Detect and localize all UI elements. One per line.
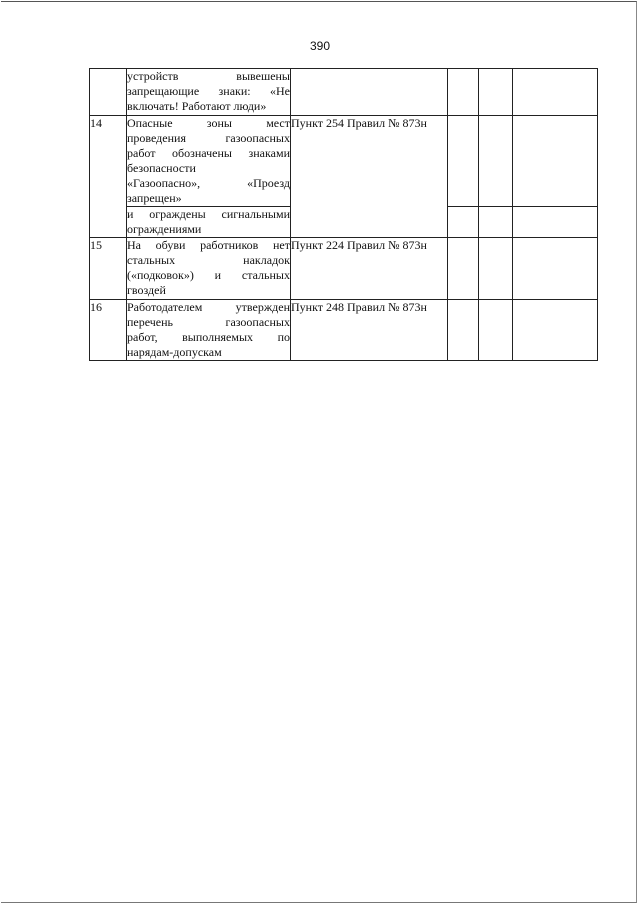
reference-cell: Пункт 248 Правил № 873н	[291, 300, 448, 361]
requirement-line: запрещающие знаки: «Не	[127, 84, 290, 98]
note-cell	[513, 300, 598, 361]
yes-cell	[448, 207, 479, 238]
yes-cell	[448, 116, 479, 207]
no-cell	[479, 116, 513, 207]
requirement-line: нарядам-допускам	[127, 345, 222, 359]
page-number: 390	[309, 39, 331, 53]
no-cell	[479, 207, 513, 238]
requirement-line: запрещен»	[127, 191, 182, 205]
checklist-table	[89, 68, 598, 361]
requirement-line: и ограждены сигнальными	[127, 207, 290, 221]
table-row	[90, 300, 598, 361]
requirement-cell	[127, 300, 291, 361]
requirement-line: «Газоопасно», «Проезд	[127, 176, 290, 190]
requirement-cell	[127, 207, 291, 238]
requirement-line: Работодателем утвержден	[127, 300, 290, 314]
row-number: 16	[90, 300, 127, 361]
requirement-cell	[127, 69, 291, 116]
row-number: 14	[90, 116, 127, 238]
table-row	[90, 238, 598, 300]
requirement-line: ограждениями	[127, 222, 202, 236]
requirement-cell	[127, 116, 291, 207]
reference-cell: Пункт 224 Правил № 873н	[291, 238, 448, 300]
reference-cell: Пункт 254 Правил № 873н	[291, 116, 448, 238]
table-row	[90, 69, 598, 116]
requirement-line: работ, выполняемых по	[127, 330, 290, 344]
note-cell	[513, 238, 598, 300]
requirement-line: («подковок») и стальных	[127, 268, 290, 282]
note-cell	[513, 116, 598, 207]
requirement-line: безопасности	[127, 161, 196, 175]
note-cell	[513, 69, 598, 116]
requirement-line: включать! Работают люди»	[127, 99, 267, 113]
row-number	[90, 69, 127, 116]
requirement-line: стальных накладок	[127, 253, 290, 267]
requirement-line: работ обозначены знаками	[127, 146, 290, 160]
requirement-cell	[127, 238, 291, 300]
requirement-line: проведения газоопасных	[127, 131, 290, 145]
yes-cell	[448, 238, 479, 300]
yes-cell	[448, 300, 479, 361]
yes-cell	[448, 69, 479, 116]
no-cell	[479, 69, 513, 116]
row-number: 15	[90, 238, 127, 300]
no-cell	[479, 238, 513, 300]
table-row	[90, 116, 598, 207]
no-cell	[479, 300, 513, 361]
note-cell	[513, 207, 598, 238]
requirement-line: На обуви работников нет	[127, 238, 290, 252]
requirement-line: устройств вывешены	[127, 69, 290, 83]
requirement-line: Опасные зоны мест	[127, 116, 290, 130]
requirement-line: гвоздей	[127, 283, 166, 297]
requirement-line: перечень газоопасных	[127, 315, 290, 329]
reference-cell	[291, 69, 448, 116]
